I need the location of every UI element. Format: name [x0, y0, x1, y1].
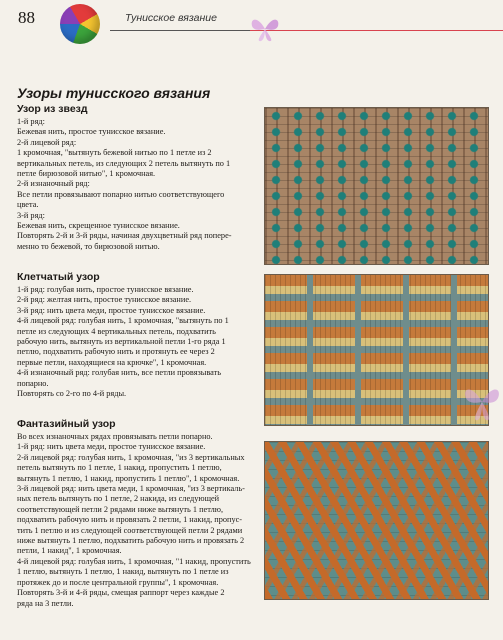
instruction-line: протяжек до и после центральной группы", 1 кромочная. — [17, 577, 219, 587]
instruction-line: ниже вытянуть 1 петлю, подхватить рабочую нить и провязать 2 — [17, 536, 245, 546]
instruction-line: петлю, подхватить рабочую нить и протянуть ее через 2 — [17, 347, 215, 357]
instruction-line: Бежевая нить, скрещенное тунисское вязание. — [17, 221, 180, 231]
instruction-line: попарно. — [17, 378, 49, 388]
instruction-line: вертикальных петель, из следующих 2 петель вытянуть по 1 — [17, 158, 231, 168]
section-check-pattern — [17, 271, 257, 399]
instruction-line: 1 кромочная, "вытянуть бежевой нитью по 1 петле из 2 — [17, 148, 212, 158]
instruction-line: 3-й лицевой ряд: нить цвета меди, 1 кромочная, "из 3 вертикаль- — [17, 484, 245, 494]
instruction-line: Повторять со 2-го по 4-й ряды. — [17, 389, 127, 399]
instruction-line: рабочую нить, вытянуть из вертикальной петли 1-го ряда 1 — [17, 337, 226, 347]
instruction-line: соответствующей петли 2 рядами ниже вытянуть 1 петлю, — [17, 504, 224, 514]
instruction-line: ряда на 3 петли. — [17, 598, 74, 608]
instruction-line: подхватить рабочую нить и провязать 2 петли, 1 накид, пропус- — [17, 515, 243, 525]
instruction-line: Бежевая нить, простое тунисское вязание. — [17, 127, 166, 137]
running-title: Тунисское вязание — [125, 12, 217, 24]
instruction-line: петле из следующих 4 вертикальных петель, подхватить — [17, 326, 216, 336]
star-pattern-swatch-image — [264, 107, 489, 265]
section-title: Клетчатый узор — [17, 271, 100, 283]
instruction-line: 4-й лицевой ряд: голубая нить, 1 кромочная, "1 накид, пропустить — [17, 556, 251, 566]
header-accent-rule — [250, 30, 503, 31]
instruction-line: 1-й ряд: голубая нить, простое тунисское вязание. — [17, 285, 194, 294]
butterfly-icon — [248, 14, 282, 44]
instruction-line: 1 петлю, вытянуть 1 петлю, 1 накид, вытянуть по 1 петле из — [17, 567, 229, 577]
instruction-line: 2-й изнаночный ряд: — [17, 179, 90, 189]
butterfly-icon — [462, 380, 502, 424]
instruction-line: тить 1 петлю и из следующей соответствующей петли 2 рядами — [17, 525, 243, 535]
instruction-line: 4-й лицевой ряд: голубая нить, 1 кромочная, "вытянуть по 1 — [17, 316, 229, 326]
page-header — [0, 0, 503, 46]
page-title: Узоры тунисского вязания — [17, 85, 211, 101]
page-number: 88 — [18, 8, 35, 27]
instruction-line: цвета. — [17, 200, 39, 210]
instruction-line: 3-й ряд: — [17, 210, 45, 220]
instruction-line: Повторять 2-й и 3-й ряды, начиная двухцветный ряд попере- — [17, 231, 232, 241]
yarn-ball-icon — [60, 4, 100, 44]
instruction-line: 1-й ряд: — [17, 117, 45, 126]
instruction-line: петли, 1 накид", 1 кромочная. — [17, 546, 122, 556]
instruction-line: первые петли, находящиеся на крючке", 1 кромочная. — [17, 357, 207, 367]
section-title: Фантазийный узор — [17, 418, 116, 430]
instruction-line: ных петель вытянуть по 1 петле, 2 накида, из следующей — [17, 494, 220, 504]
section-star-pattern — [17, 103, 257, 252]
instruction-line: Во всех изнаночных рядах провязывать петли попарно. — [17, 432, 213, 441]
instruction-line: 2-й лицевой ряд: — [17, 137, 77, 147]
instruction-line: петле бирюзовой нитью", 1 кромочная. — [17, 169, 156, 179]
instruction-line: 3-й ряд: нить цвета меди, простое тунисское вязание. — [17, 305, 206, 315]
instruction-line: вытянуть 1 петлю, 1 накид, пропустить 1 петлю", 1 кромочная. — [17, 473, 240, 483]
header-rule — [110, 30, 250, 31]
instruction-line: 2-й ряд: желтая нить, простое тунисское вязание. — [17, 295, 192, 305]
instruction-line: менно то бежевой, то бирюзовой нитью. — [17, 241, 160, 251]
section-fancy-pattern — [17, 418, 257, 609]
instruction-line: петель вытянуть по 1 петле, 1 накид, пропустить 1 петлю, — [17, 463, 222, 473]
check-pattern-swatch-image — [264, 274, 489, 426]
instruction-line: 1-й ряд: нить цвета меди, простое тунисское вязание. — [17, 442, 206, 452]
instruction-line: 4-й изнаночный ряд: голубая нить, все петли провязывать — [17, 368, 222, 378]
fancy-pattern-swatch-image — [264, 441, 489, 600]
instruction-line: 2-й лицевой ряд: голубая нить, 1 кромочная, "из 3 вертикальных — [17, 452, 245, 462]
section-title: Узор из звезд — [17, 103, 88, 115]
instruction-line: Все петли провязывают попарно нитью соответствующего — [17, 189, 225, 199]
instruction-line: Повторять 3-й и 4-й ряды, смещая раппорт через каждые 2 — [17, 588, 225, 598]
